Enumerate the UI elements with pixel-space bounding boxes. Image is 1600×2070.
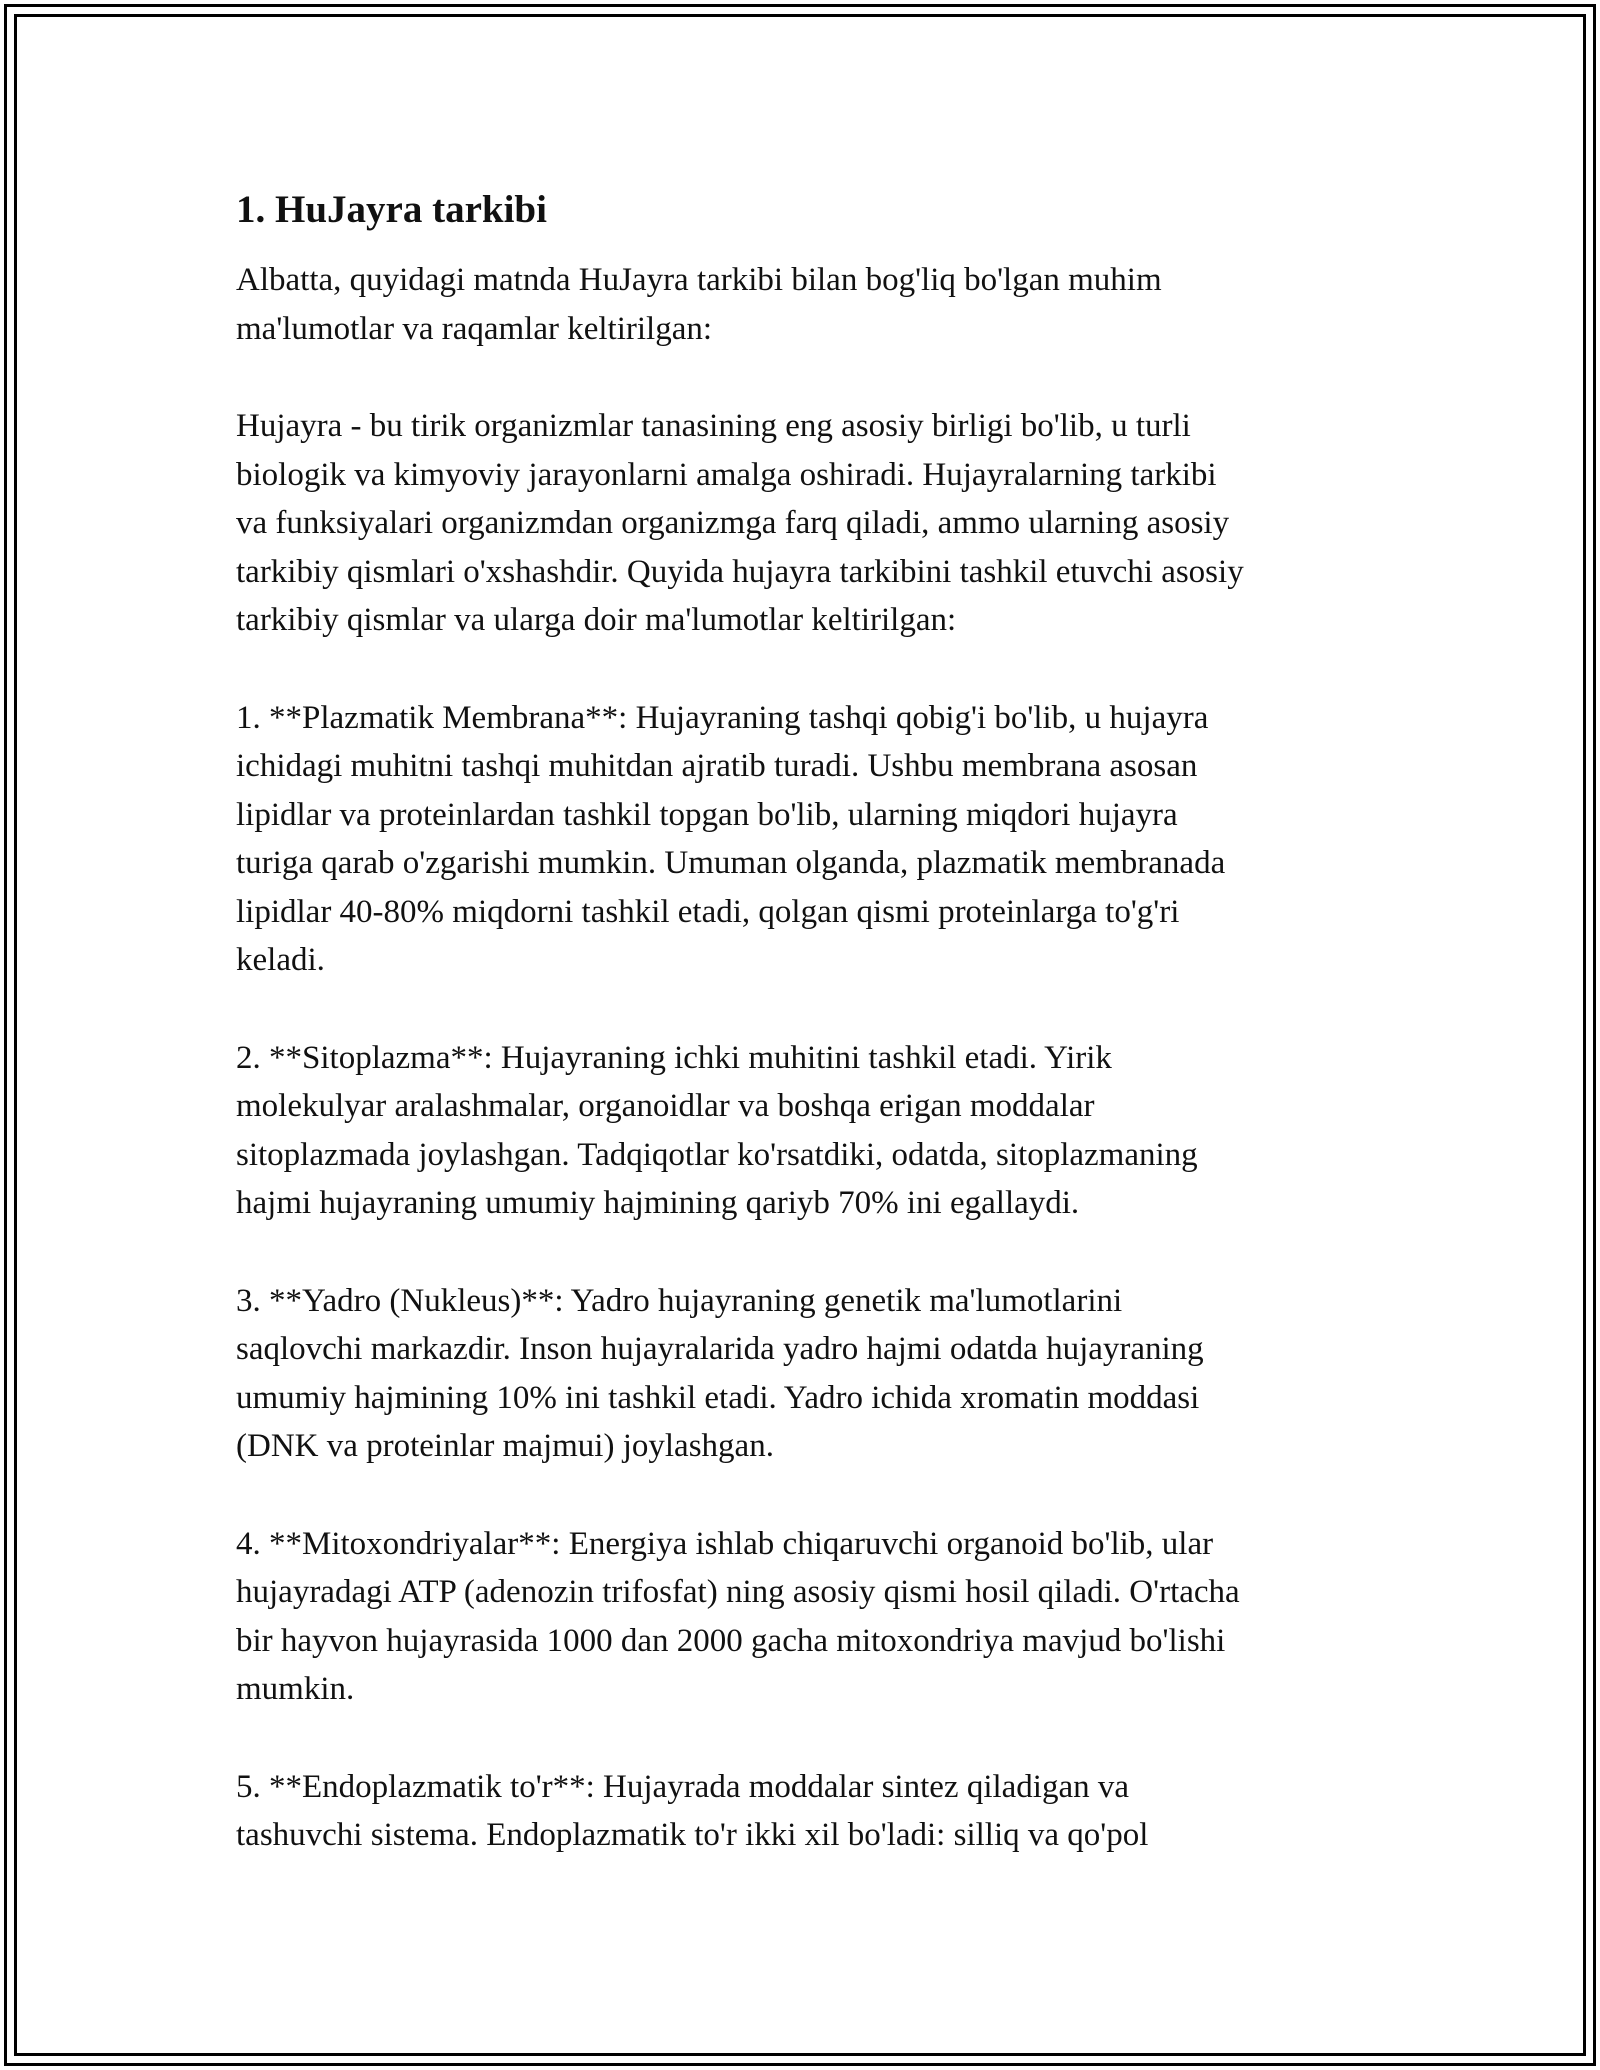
item-nucleus: 3. **Yadro (Nukleus)**: Yadro hujayraning genetik ma'lumotlarini saqlovchi markazdir. Inson hujayralarida yadro hajmi odatda hujayraning umumiy hajmining 10% ini tashkil etadi. Yadro ichida xromatin moddasi (DNK va proteinlar majmui) joylashgan. (236, 1282, 1204, 1464)
document-body (236, 186, 1386, 1860)
item-mitochondria: 4. **Mitoxondriyalar**: Energiya ishlab chiqaruvchi organoid bo'lib, ular hujayradagi ATP (adenozin trifosfat) ning asosiy qismi hosil qiladi. O'rtacha bir hayvon hujayrasida 1000 dan 2000 gacha mitoxondriya mavjud bo'lishi mumkin. (236, 1525, 1240, 1707)
document-title: 1. HuJayra tarkibi (236, 188, 547, 231)
overview-paragraph: Hujayra - bu tirik organizmlar tanasining eng asosiy birligi bo'lib, u turli biologik va kimyoviy jarayonlarni amalga oshiradi. Hujayralarning tarkibi va funksiyalari organizmdan organizmga farq qiladi, ammo ularning asosiy tarkibiy qismlari o'xshashdir. Quyida hujayra tarkibini tashkil etuvchi asosiy tarkibiy qismlar va ularga doir ma'lumotlar keltirilgan: (236, 408, 1244, 638)
intro-paragraph: Albatta, quyidagi matnda HuJayra tarkibi bilan bog'liq bo'lgan muhim ma'lumotlar va raqamlar keltirilgan: (236, 262, 1162, 347)
item-plasma-membrane: 1. **Plazmatik Membrana**: Hujayraning tashqi qobig'i bo'lib, u hujayra ichidagi muhitni tashqi muhitdan ajratib turadi. Ushbu membrana asosan lipidlar va proteinlardan tashkil topgan bo'lib, ularning miqdori hujayra turiga qarab o'zgarishi mumkin. Umuman olganda, plazmatik membranada lipidlar 40-80% miqdorni tashkil etadi, qolgan qismi proteinlarga to'g'ri keladi. (236, 699, 1226, 978)
item-endoplasmic-reticulum: 5. **Endoplazmatik to'r**: Hujayrada moddalar sintez qiladigan va tashuvchi sistema. Endoplazmatik to'r ikki xil bo'ladi: silliq va qo'pol (236, 1768, 1149, 1853)
item-cytoplasm: 2. **Sitoplazma**: Hujayraning ichki muhitini tashkil etadi. Yirik molekulyar aralashmalar, organoidlar va boshqa erigan moddalar sitoplazmada joylashgan. Tadqiqotlar ko'rsatdiki, odatda, sitoplazmaning hajmi hujayraning umumiy hajmining qariyb 70% ini egallaydi. (236, 1039, 1198, 1221)
